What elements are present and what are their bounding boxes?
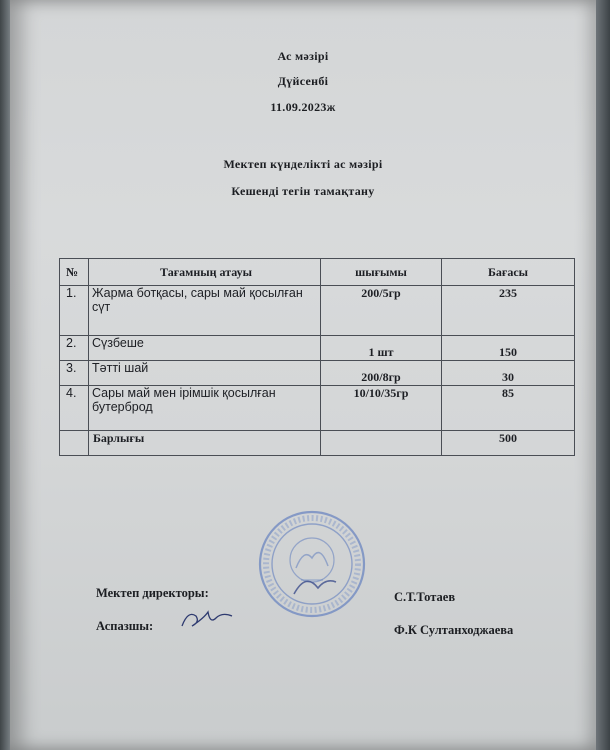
cook-label: Аспазшы: bbox=[96, 619, 154, 633]
menu-date: 11.09.2023ж bbox=[270, 100, 336, 114]
table-row bbox=[60, 361, 575, 386]
row-number: 1. bbox=[60, 286, 89, 336]
menu-table bbox=[59, 258, 575, 456]
table-header-row bbox=[60, 259, 575, 286]
dish-price: 235 bbox=[442, 286, 575, 336]
dish-yield: 1 шт bbox=[321, 336, 442, 361]
dish-name: Сары май мен ірімшік қосылған бутерброд bbox=[89, 386, 321, 431]
background-edge bbox=[596, 0, 610, 750]
dish-price: 85 bbox=[442, 386, 575, 431]
dish-name: Сүзбеше bbox=[89, 336, 321, 361]
cook-signature-icon bbox=[178, 606, 236, 632]
dish-yield: 200/5гр bbox=[321, 286, 442, 336]
dish-price: 150 bbox=[442, 336, 575, 361]
menu-subtitle: Мектеп күнделікті ас мәзірі bbox=[223, 157, 383, 171]
row-number: 2. bbox=[60, 336, 89, 361]
cook-name: Ф.К Султанходжаева bbox=[394, 623, 514, 637]
dish-yield: 200/8гр bbox=[321, 361, 442, 386]
total-value: 500 bbox=[442, 431, 575, 456]
column-header-number: № bbox=[60, 259, 89, 286]
menu-title: Ас мәзірі bbox=[277, 49, 329, 63]
row-number: 3. bbox=[60, 361, 89, 386]
official-seal-icon bbox=[256, 508, 368, 620]
dish-yield: 10/10/35гр bbox=[321, 386, 442, 431]
director-name: С.Т.Тотаев bbox=[394, 590, 456, 604]
table-row bbox=[60, 336, 575, 361]
table-row bbox=[60, 286, 575, 336]
day-of-week: Дүйсенбі bbox=[277, 74, 329, 88]
total-label: Барлығы bbox=[89, 431, 321, 456]
dish-price: 30 bbox=[442, 361, 575, 386]
dish-name: Жарма ботқасы, сары май қосылған сүт bbox=[89, 286, 321, 336]
total-row bbox=[60, 431, 575, 456]
table-row bbox=[60, 386, 575, 431]
director-label: Мектеп директоры: bbox=[96, 586, 209, 600]
column-header-name: Тағамның атауы bbox=[89, 259, 321, 286]
total-empty-cell bbox=[60, 431, 89, 456]
total-empty-cell bbox=[321, 431, 442, 456]
column-header-yield: шығымы bbox=[321, 259, 442, 286]
menu-subtitle-2: Кешенді тегін тамақтану bbox=[231, 184, 375, 198]
column-header-price: Бағасы bbox=[442, 259, 575, 286]
dish-name: Тәтті шай bbox=[89, 361, 321, 386]
document-page bbox=[10, 0, 596, 750]
row-number: 4. bbox=[60, 386, 89, 431]
